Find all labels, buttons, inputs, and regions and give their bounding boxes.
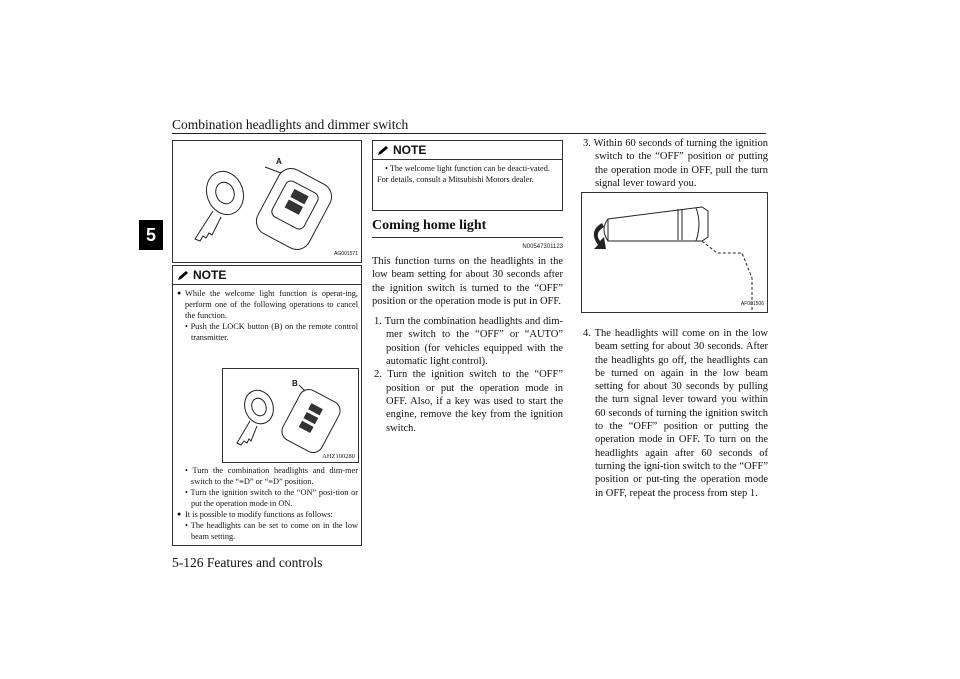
step-2: 2. Turn the ignition switch to the “OFF” position or put the operation mode in OFF. Also, if a key was used to start the engine, remove the key from the ignition switch. — [374, 369, 563, 434]
lever-illustration — [582, 193, 767, 312]
page-header: Combination headlights and dimmer switch — [172, 117, 409, 132]
key-remote-illustration-b — [223, 369, 358, 462]
section-body — [372, 255, 563, 435]
figure-key-remote-b — [222, 368, 359, 463]
note-bullet-2: ● It is possible to modify functions as follows: — [177, 509, 358, 520]
step-1: 1. Turn the combination headlights and dim-mer switch to the “OFF” or “AUTO” position (for vehicles equipped with the automatic light control). — [374, 316, 563, 368]
note-bullet-1: ● While the welcome light function is operat-ing, perform one of the following operations to cancel the function. — [177, 288, 358, 321]
page-footer: 5-126 Features and controls — [172, 555, 323, 570]
note-box-deactivate — [372, 140, 563, 211]
note-header — [373, 141, 562, 160]
note-sub-item-1: • Push the LOCK button (B) on the remote control transmitter. — [185, 322, 358, 342]
header-rule — [172, 133, 766, 134]
step-4: 4. The headlights will come on in the low beam setting for about 30 seconds. After the headlights go off, the headlights can be turned on again in the low beam setting for about 30 seconds by pulling the turn signal lever toward you within 60 seconds of turning the ignition switch to the “OFF” position or putting the operation mode in OFF. To turn on the headlights again after 60 seconds of turning the igni-tion switch to the “OFF” position or put-ting the operation mode in OFF, repeat the process from step 1. — [583, 328, 768, 499]
figure-label-b: B — [292, 379, 298, 388]
note-title: NOTE — [193, 268, 227, 282]
intro-paragraph: This function turns on the headlights in the low beam setting for about 30 seconds after the ignition switch is turned to the “OFF” position or the operation mode is put in OFF. — [372, 256, 563, 307]
note-sub-item-2: • Turn the combination headlights and dim-mer switch to the “≡D” or “≡D” position. — [185, 466, 358, 486]
pencil-icon — [177, 270, 190, 281]
section-title: Coming home light — [372, 218, 563, 238]
parking-light-symbol-icon: ≡D — [268, 477, 279, 486]
key-remote-illustration — [173, 141, 361, 262]
figure-code: AF001506 — [740, 301, 764, 307]
note-content — [373, 160, 562, 188]
note-content-top — [177, 288, 358, 343]
note-sub-item-3: • Turn the ignition switch to the “ON” posi-tion or put the operation mode in ON. — [185, 488, 358, 508]
section-id-code: N00547301123 — [522, 244, 563, 250]
note-content-bottom — [177, 465, 358, 542]
note-sub-item: • The welcome light function can be deacti-vated. — [385, 164, 550, 173]
figure-code: AHZ100280 — [322, 453, 355, 460]
figure-turn-signal-lever — [581, 192, 768, 313]
chapter-tab: 5 — [139, 220, 163, 250]
note-sub-item-4: • The headlights can be set to come on in the low beam setting. — [185, 521, 358, 541]
note-box-welcome-light — [172, 265, 362, 546]
figure-key-remote-a — [172, 140, 362, 263]
note-title: NOTE — [393, 143, 427, 157]
note-header — [173, 266, 361, 285]
figure-label-a: A — [276, 157, 282, 166]
step-3: 3. Within 60 seconds of turning the ignition switch to the “OFF” position or putting the operation mode in OFF, pull the turn signal lever toward you. — [583, 138, 768, 189]
pencil-icon — [377, 145, 390, 156]
headlight-symbol-icon: ≡D — [239, 477, 250, 486]
figure-code: AG001571 — [334, 251, 358, 257]
note-text: For details, consult a Mitsubishi Motors dealer. — [377, 175, 534, 184]
